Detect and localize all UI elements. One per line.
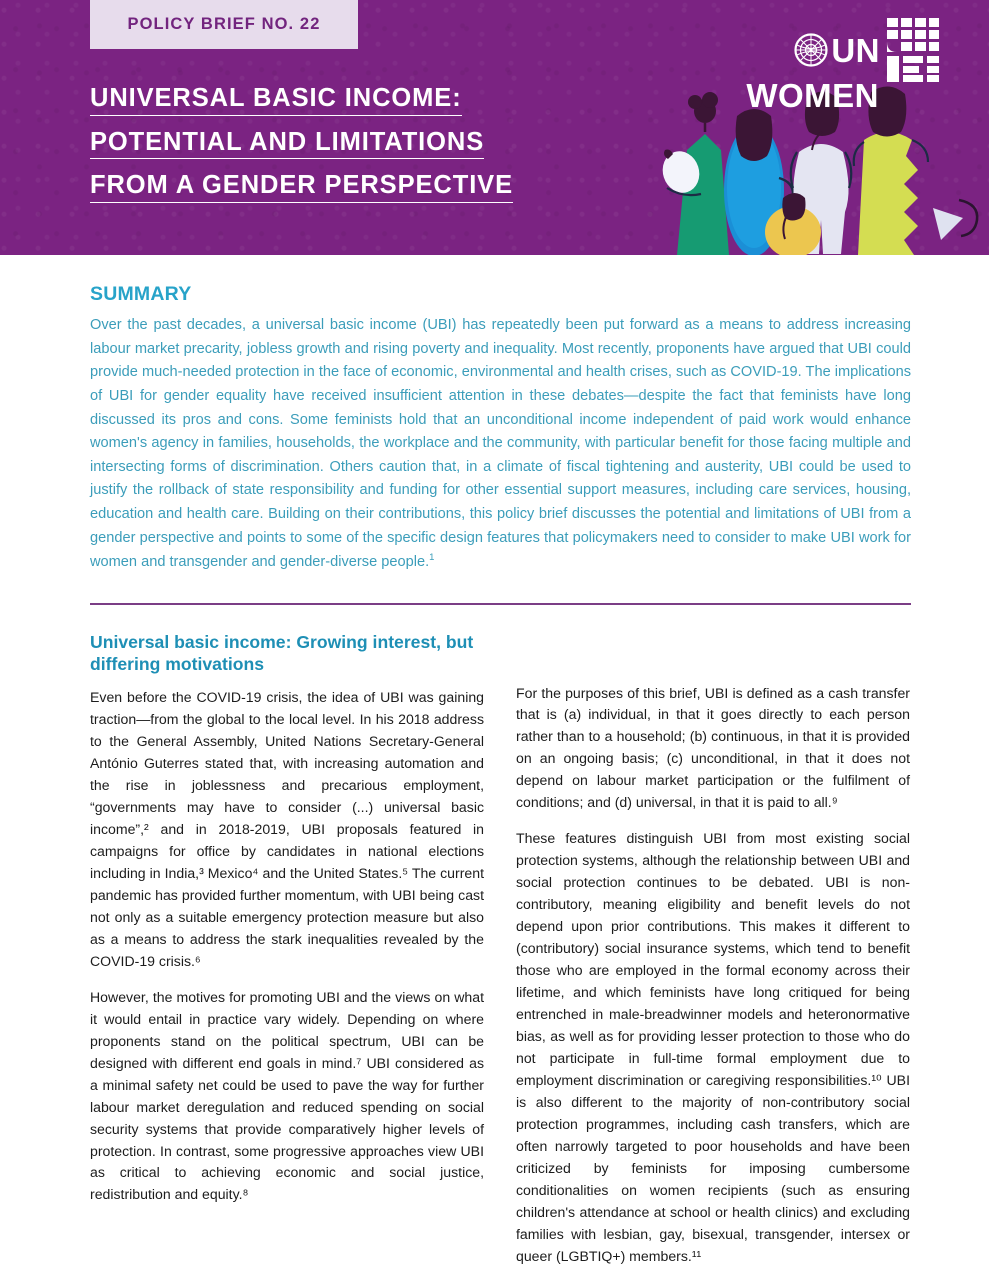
left-paragraph-1: Even before the COVID-19 crisis, the idea of UBI was gaining traction—from the global to the local level. In his 2018 address to the General Assembly, United Nations Secretary-General António Guterres stated that, with increasing automation and the rise in joblessness and precarious employment, “governments may have to consider (...) universal basic income”,² and in 2018-2019, UBI proposals featured in campaigns for office by candidates in national elections including in India,³ Mexico⁴ and the United States.⁵ The current pandemic has provided further momentum, with UBI being cast not only as a suitable emergency protection measure but also as a means to address the stark inequalities revealed by the COVID-19 crisis.⁶ [90,688,484,969]
logo-un-text: UN [831,31,880,69]
un-women-mark-icon [885,16,941,84]
logo-women-text: WOMEN [746,77,879,114]
title-line-2: POTENTIAL AND LIMITATIONS [90,130,484,160]
two-column-layout [90,631,911,1269]
summary-body-text: Over the past decades, a universal basic income (UBI) has repeatedly been put forward as a means to address increasing labour market precarity, jobless growth and rising poverty and inequality. Most recently, proponents have argued that UBI could provide much-needed protection in the face of economic, environmental and health crises, such as COVID-19. The implications of UBI for gender equality have received insufficient attention in these debates—despite the fact that feminists have long discussed its pros and cons. Some feminists hold that an unconditional income independent of paid work would enhance women's agency in families, households, the workplace and the community, with particular benefit for those facing multiple and intersecting forms of discrimination. Others caution that, in a climate of fiscal tightening and austerity, UBI could be used to justify the rollback of state responsibility and funding for other essential support measures, including care services, housing, education and health care. Building on their contributions, this policy brief discusses the potential and limitations of UBI from a gender perspective and points to some of the specific design features that policymakers need to consider to make UBI work for women and transgender and gender-diverse people. [90,317,911,571]
right-paragraph-2: These features distinguish UBI from most existing social protection systems, although the relationship between UBI and social protection continues to be debated. UBI is non-contributory, meaning eligibility and benefit levels do not depend upon prior contributions. This makes it different to (contributory) social insurance systems, which tend to benefit those who are employed in the formal economy across their lifetime, and which feminists have long critiqued for being entrenched in male-breadwinner models and heteronormative bias, as well as for providing lesser protection to those who do not participate in full-time formal employment due to employment discrimination or caregiving responsibilities.¹⁰ UBI is also different to the majority of non-contributory social protection programmes, including cash transfers, which are often narrowly targeted to poor households and have been criticized by feminists for imposing cumbersome conditionalities on women recipients (such as ensuring children's attendance at school or health clinics) and excluding families with lesbian, gay, bisexual, transgender, intersex or queer (LGBTIQ+) members.¹¹ [516,830,910,1265]
right-column [516,631,910,1269]
left-paragraph-2: However, the motives for promoting UBI and the views on what it would entail in practice vary widely. Depending on where proponents stand on the political spectrum, UBI can be designed with different end goals in mind.⁷ UBI considered as a minimal safety net could be used to pave the way for further labour market deregulation and reduced spending on social security systems that provide comparatively higher levels of protection. In contrast, some progressive approaches view UBI as critical to achieving economic and social justice, redistribution and equity.⁸ [90,988,484,1203]
policy-brief-badge [90,0,358,49]
left-column [90,631,484,1269]
page-title [90,86,650,217]
summary-footnote-marker: 1 [429,552,435,564]
summary-heading: SUMMARY [90,283,192,305]
right-paragraph-1: For the purposes of this brief, UBI is defined as a cash transfer that is (a) individual, in that it goes directly to each person rather than to a household; (b) continuous, in that it is provided on an ongoing basis; (c) unconditional, in that it does not depend on labour market participation or the fulfilment of conditions; and (d) universal, in that it is paid to all.⁹ [516,684,910,811]
title-line-3: FROM A GENDER PERSPECTIVE [90,173,513,203]
left-column-heading: Universal basic income: Growing interest, but differing motivations [90,631,474,674]
right-column-spacer [516,631,910,683]
un-emblem-icon [794,33,828,67]
title-line-1: UNIVERSAL BASIC INCOME: [90,86,462,116]
document-body [0,255,989,1268]
un-women-logo [746,16,941,112]
document-header [0,0,989,255]
summary-section [90,283,911,575]
policy-brief-badge-label: POLICY BRIEF NO. 22 [127,15,321,33]
summary-paragraph [90,314,911,575]
section-divider [90,603,911,605]
